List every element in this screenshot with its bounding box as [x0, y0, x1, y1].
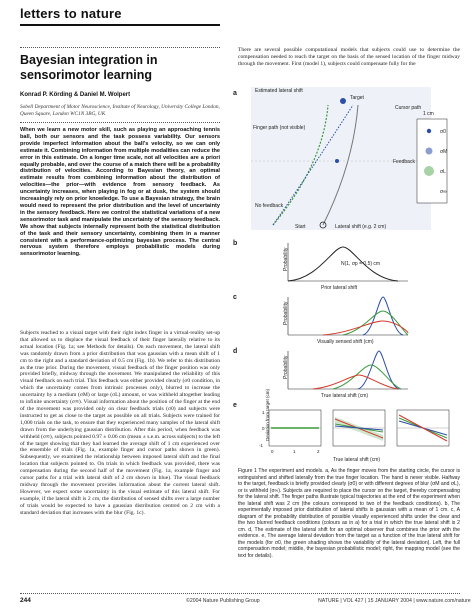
e-xtick-2: 2 — [317, 449, 320, 454]
c-xlabel: Visually sensed shift (cm) — [317, 339, 374, 345]
legend-sigmal-dot — [424, 166, 434, 176]
article-authors: Konrad P. Körding & Daniel M. Wolpert — [20, 92, 131, 98]
legend-sigmam-dot — [426, 148, 433, 155]
figure-1-svg — [233, 85, 469, 465]
label-feedback: Feedback — [393, 159, 415, 165]
c-ylabel: Probability — [283, 301, 289, 325]
legend-sigmainf: σ∞ — [440, 189, 447, 195]
scale-label: 1 cm — [423, 111, 434, 117]
d-curve-sigmal — [313, 375, 398, 389]
e-ytick-0: 0 — [262, 426, 265, 431]
footer-copyright: ©2004 Nature Publishing Group — [186, 598, 260, 604]
c-curve-sigma0 — [363, 297, 403, 335]
label-lateral-shift: Lateral shift (e.g. 2 cm) — [335, 224, 387, 230]
b-annotation: N(1, σp = 0.5) cm — [341, 261, 381, 267]
legend-sigmam: σM — [440, 149, 448, 155]
header-rule — [20, 24, 220, 26]
e-xlabel: True lateral shift (cm) — [333, 457, 381, 463]
article-abstract: When we learn a new motor skill, such as playing an approaching tennis ball, both our sensors and the task possess variability. Our sensors provide imperfect information about the ball's velocity, so we can only estimate it. Combining information from multiple modalities can reduce the error in this estimate. On a longer time scale, not all velocities are a priori equally probable, and over the course of a match there will be a probability distribution of velocities. According to Bayesian theory, an optimal estimate results from combining information about the distribution of velocities—the prior—with evidence from sensory feedback. As uncertainty increases, when playing in fog or at dusk, the system should increasingly rely on prior knowledge. To use a Bayesian strategy, the brain would need to represent the prior distribution and the level of uncertainty in the sensory feedback. Here we control the statistical variations of a new sensorimotor task and manipulate the uncertainty of the sensory feedback. We show that subjects internally represent both the statistical distribution of the task and their sensory uncertainty, combining them in a manner consistent with a performance-optimizing bayesian process. The central nervous system therefore employs probabilistic models during sensorimotor learning. — [20, 127, 220, 258]
panel-label-d: d — [233, 348, 238, 355]
legend-sigma0-dot — [427, 129, 431, 133]
d-xlabel: True lateral shift (cm) — [321, 393, 369, 399]
target-marker — [340, 98, 346, 104]
journal-header: letters to nature — [20, 6, 122, 21]
label-cursor-path: Cursor path — [395, 105, 422, 111]
footer-rule — [20, 593, 460, 594]
feedback-dot — [335, 159, 339, 163]
d-ylabel: Probability — [283, 355, 289, 379]
figure-1 — [233, 85, 469, 465]
panel-label-c: c — [233, 294, 237, 301]
e-ylabel: Deviation from target (cm) — [265, 388, 270, 441]
page-number: 244 — [20, 597, 31, 604]
legend-sigma0: σ0 — [440, 129, 446, 135]
article-affiliation: Sobell Department of Motor Neuroscience, Institute of Neurology, University College London, Queen Square, London WC1N 3BG, UK — [20, 104, 220, 117]
e-ytick-neg1: -1 — [259, 443, 264, 448]
panel-label-a: a — [233, 90, 237, 97]
figure-caption: Figure 1 The experiment and models. a, As the finger moves from the starting circle, the cursor is extinguished and shifted laterally from the true finger location. The hand is never visible. Halfway to the target, feedback is briefly provided clearly (σ0) or with different degrees of blur (σM and σL), or is withheld (σ∞). Subjects are required to place the cursor on the target, thereby compensating for the lateral shift. The finger paths illustrate typical trajectories at the end of the experiment when the lateral shift was 2 cm (the colours correspond to two of the feedback conditions). b, The experimentally imposed prior distribution of lateral shifts is gaussian with a mean of 1 cm. c, A diagram of the probability distribution of possible visually experienced shifts under the clear and the two blurred feedback conditions (colours as in a) for a trial in which the true lateral shift is 2 cm. d, The estimate of the lateral shift for an optimal observer that combines the prior with the evidence. e, The average lateral deviation from the target as a function of the true lateral shift for the models (for σ0, the green shading shows the variability of the lateral deviation). Left, the full compensation model; middle, the bayesian probabilistic model; right, the mapping model (see the text for details). — [238, 468, 460, 559]
label-estimated-shift: Estimated lateral shift — [255, 88, 303, 94]
e-xtick-1: 1 — [293, 449, 296, 454]
label-no-feedback: No feedback — [255, 203, 284, 209]
footer-journal: NATURE | VOL 427 | 15 JANUARY 2004 | www.nature.com/nature — [318, 598, 471, 604]
article-title: Bayesian integration in sensorimotor learning — [20, 53, 158, 82]
panel-label-e: e — [233, 402, 237, 409]
panel-label-b: b — [233, 240, 238, 247]
label-start: Start — [295, 224, 306, 230]
legend-sigmal: σL — [440, 169, 446, 175]
b-ylabel: Probability — [283, 247, 289, 271]
b-xlabel: Prior lateral shift — [321, 285, 358, 291]
e-xtick-0: 0 — [271, 449, 274, 454]
label-finger-path: Finger path (not visible) — [253, 125, 306, 131]
body-text-left: Subjects reached to a visual target with their right index finger in a virtual-reality set-up that allowed us to displace the visual feedback of their finger laterally relative to its actual location (Fig. 1a; see Methods for details). On each movement, the lateral shift was randomly drawn from a prior distribution that was gaussian with a mean shift of 1 cm to the right and a standard deviation of 0.5 cm (Fig. 1b). We refer to this distribution as the true prior. During the movement, visual feedback of the finger position was only provided briefly, midway through the movement. We manipulated the reliability of this visual feedback on each trial. This feedback was either provided clearly (σ0 condition, in which the uncertainty comes from intrinsic processes only), blurred to increase the uncertainty by a medium (σM) or large (σL) amount, or was withheld altogether leading to infinite uncertainty (σ∞). Visual information about the position of the finger at the end of the movement was provided only on clear feedback trials (σ0) and subjects were instructed to get as close to the target as possible on all trials. Subjects were trained for 1,000 trials on the task, to ensure that they experienced many samples of the lateral shift drawn from the underlying gaussian distribution. After this period, when feedback was withheld (σ∞), subjects pointed 0.97 ± 0.06 cm (mean ± s.e.m. across subjects) to the left of the target showing that they had learned the average shift of 1 cm experienced over the ensemble of trials (Fig. 1a, example finger and cursor paths shown in green). Subsequently, we examined the relationship between imposed lateral shift and the final location that subjects pointed to. On trials in which feedback was provided, there was compensation during the second half of the movement (Fig. 1a, example finger and cursor paths for a trial with lateral shift of 2 cm shown in blue). The visual feedback midway through the movement provides information about the current lateral shift. However, we expect some uncertainty in the visual estimate of this lateral shift. For example, if the lateral shift is 2 cm, the distribution of sensed shifts over a large number of trials would be expected to have a gaussian distribution centred on 2 cm with a standard deviation that increases with the blur (Fig. 1c). — [20, 330, 220, 516]
title-rule — [20, 47, 220, 48]
body-text-right: There are several possible computational models that subjects could use to determine the compensation needed to reach the target on the basis of the sensed location of the finger midway through the movement. First (model 1), subjects could compensate fully for the — [238, 47, 460, 67]
affiliation-rule — [20, 122, 220, 123]
label-target: Target — [350, 95, 364, 101]
e-ytick-1: 1 — [262, 410, 265, 415]
